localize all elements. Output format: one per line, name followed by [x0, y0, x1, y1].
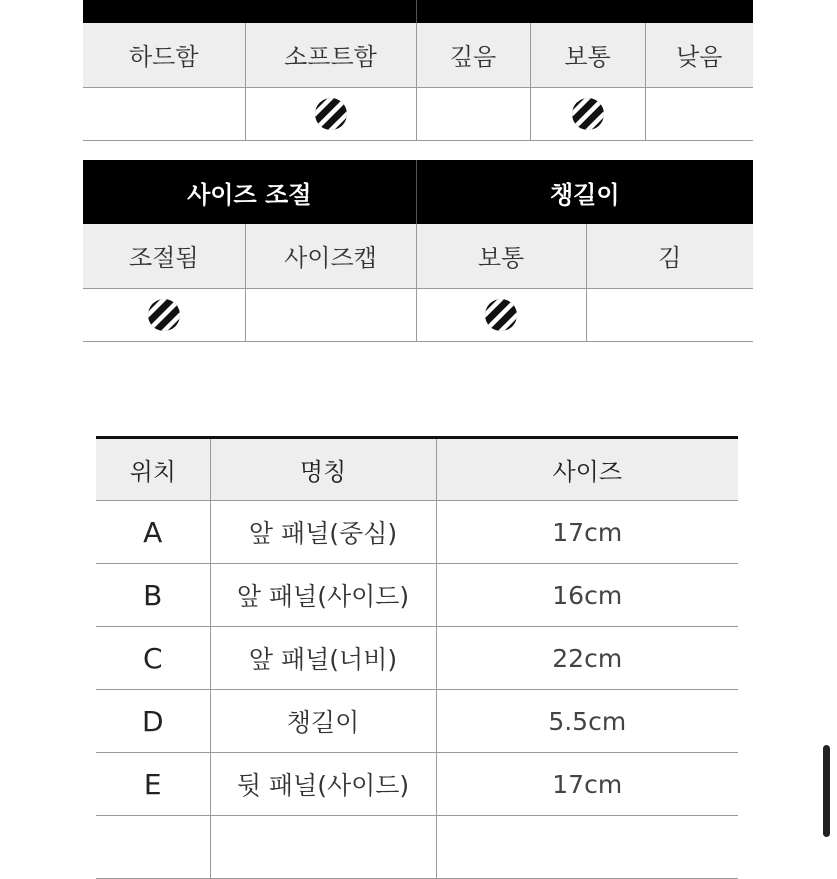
row-size: 17cm	[436, 501, 738, 564]
spec-table-size	[83, 160, 753, 342]
table-row	[96, 753, 738, 816]
check-cell	[586, 288, 753, 341]
check-cell	[83, 87, 245, 140]
row-name: 앞 패널(사이드)	[210, 564, 436, 627]
table-row	[96, 564, 738, 627]
row-name	[210, 816, 436, 879]
header-crown-shape	[83, 0, 416, 23]
option-deep: 깊음	[416, 23, 530, 87]
check-cell	[416, 87, 530, 140]
striped-circle-icon	[485, 299, 517, 331]
option-normal: 보통	[530, 23, 645, 87]
check-cell	[416, 288, 586, 341]
option-hard: 하드함	[83, 23, 245, 87]
option-low: 낮음	[645, 23, 753, 87]
row-size: 16cm	[436, 564, 738, 627]
row-position	[96, 816, 210, 879]
check-cell	[245, 87, 416, 140]
option-normal: 보통	[416, 224, 586, 288]
row-name: 앞 패널(중심)	[210, 501, 436, 564]
row-position: A	[96, 501, 210, 564]
row-position: E	[96, 753, 210, 816]
column-header-name: 명칭	[210, 438, 436, 501]
table-row	[96, 690, 738, 753]
table-row	[96, 627, 738, 690]
table-row	[96, 816, 738, 879]
table-row	[96, 501, 738, 564]
check-cell	[530, 87, 645, 140]
size-table	[96, 436, 738, 879]
column-header-position: 위치	[96, 438, 210, 501]
check-cell	[645, 87, 753, 140]
header-brim-length: 챙길이	[416, 160, 753, 224]
header-size-adjust: 사이즈 조절	[83, 160, 416, 224]
size-table-header	[96, 438, 738, 501]
column-header-size: 사이즈	[436, 438, 738, 501]
row-name: 챙길이	[210, 690, 436, 753]
header-crown-depth	[416, 0, 753, 23]
option-size-cap: 사이즈캡	[245, 224, 416, 288]
check-cell	[245, 288, 416, 341]
striped-circle-icon	[315, 98, 347, 130]
striped-circle-icon	[148, 299, 180, 331]
row-size	[436, 816, 738, 879]
scrollbar-thumb[interactable]	[823, 745, 830, 837]
row-position: D	[96, 690, 210, 753]
row-position: C	[96, 627, 210, 690]
spec-table-crown	[83, 0, 753, 141]
option-soft: 소프트함	[245, 23, 416, 87]
check-cell	[83, 288, 245, 341]
option-long: 김	[586, 224, 753, 288]
row-size: 5.5cm	[436, 690, 738, 753]
option-adjustable: 조절됨	[83, 224, 245, 288]
row-name: 뒷 패널(사이드)	[210, 753, 436, 816]
row-name: 앞 패널(너비)	[210, 627, 436, 690]
striped-circle-icon	[572, 98, 604, 130]
row-size: 17cm	[436, 753, 738, 816]
row-size: 22cm	[436, 627, 738, 690]
row-position: B	[96, 564, 210, 627]
